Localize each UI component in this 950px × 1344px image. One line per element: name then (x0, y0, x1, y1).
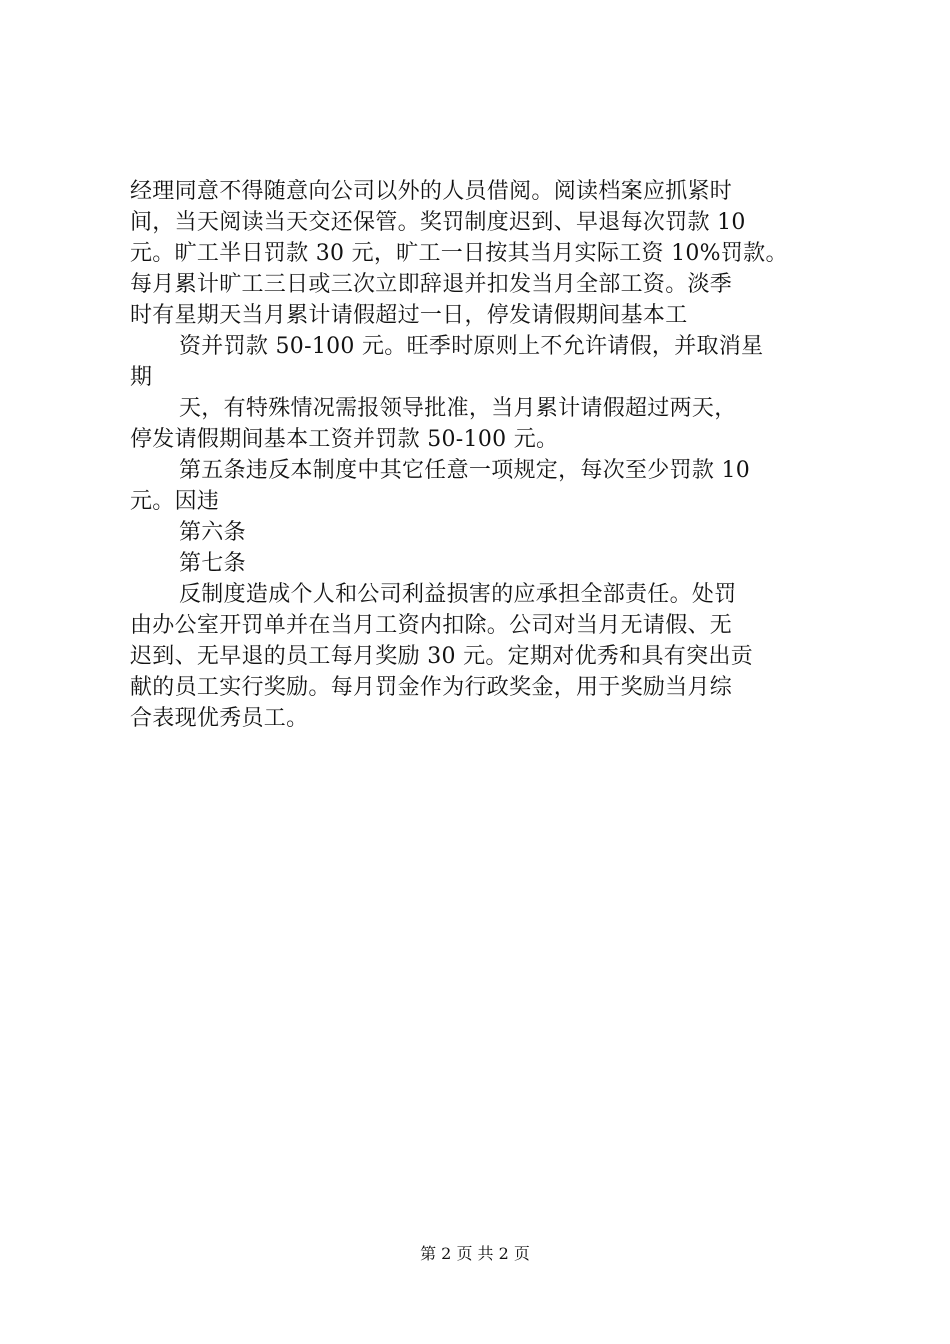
text-line: 元。因违 (130, 489, 220, 514)
text-line: 元。旷工半日罚款 30 元，旷工一日按其当月实际工资 10%罚款。 (130, 241, 788, 266)
text-line: 反制度造成个人和公司利益损害的应承担全部责任。处罚 (179, 582, 737, 607)
text-line: 资并罚款 50-100 元。旺季时原则上不允许请假，并取消星 (179, 334, 764, 359)
text-line: 献的员工实行奖励。每月罚金作为行政奖金，用于奖励当月综 (130, 675, 733, 700)
text-line: 经理同意不得随意向公司以外的人员借阅。阅读档案应抓紧时 (130, 179, 733, 204)
text-line: 期 (130, 365, 153, 390)
text-line: 每月累计旷工三日或三次立即辞退并扣发当月全部工资。淡季 (130, 272, 733, 297)
text-line: 合表现优秀员工。 (130, 706, 309, 731)
text-line: 天，有特殊情况需报领导批准，当月累计请假超过两天， (179, 396, 737, 421)
document-body (130, 176, 840, 734)
text-line: 时有星期天当月累计请假超过一日，停发请假期间基本工 (130, 303, 688, 328)
text-line: 间，当天阅读当天交还保管。奖罚制度迟到、早退每次罚款 10 (130, 210, 746, 235)
article-heading: 第六条 (179, 520, 246, 545)
page-number-footer: 第 2 页 共 2 页 (420, 1244, 530, 1263)
text-line: 由办公室开罚单并在当月工资内扣除。公司对当月无请假、无 (130, 613, 733, 638)
text-line: 停发请假期间基本工资并罚款 50-100 元。 (130, 427, 559, 452)
text-line: 迟到、无早退的员工每月奖励 30 元。定期对优秀和具有突出贡 (130, 644, 753, 669)
text-line: 第五条违反本制度中其它任意一项规定，每次至少罚款 10 (179, 458, 751, 483)
article-heading: 第七条 (179, 551, 246, 576)
